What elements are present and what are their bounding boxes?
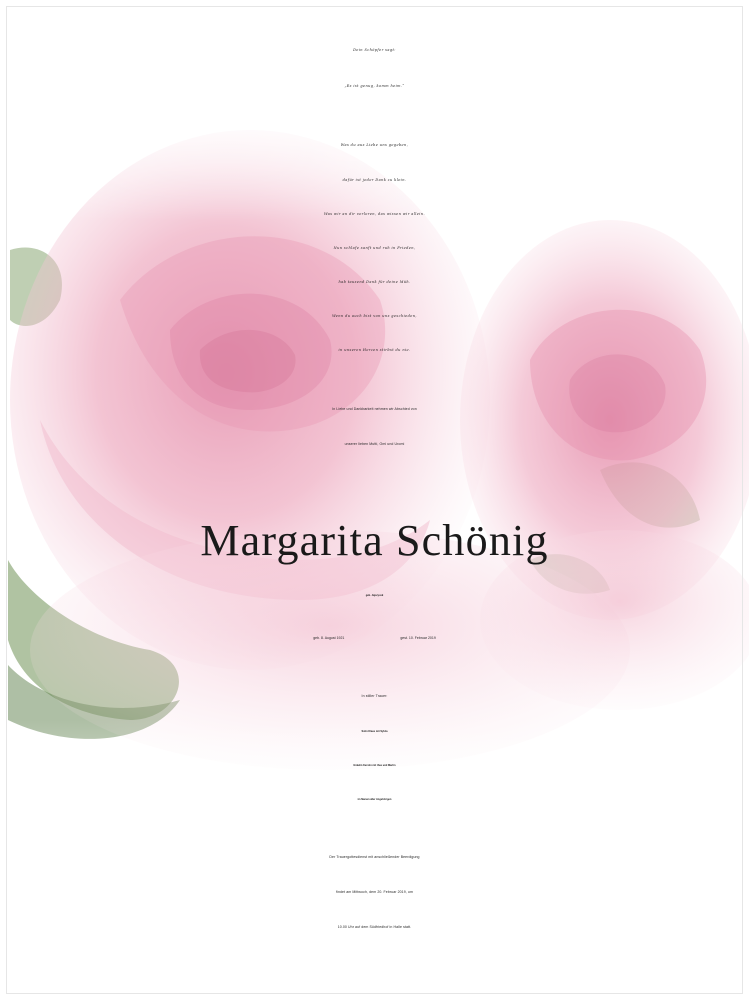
service-line: Der Trauergottesdienst mit anschließender Beerdigung [329,855,420,859]
mourners-heading: In stiller Trauer: [361,694,388,698]
deceased-name: Margarita Schönig [200,516,549,565]
poem-line: Was du aus Liebe uns gegeben, [340,143,409,147]
mourner-name: im Namen aller Angehörigen [357,798,392,801]
motto-line-1: Dein Schöpfer sagt: [353,48,396,52]
poem-line: hab tausend Dank für deine Müh. [338,280,411,284]
poem-line: in unseren Herzen stirbst du nie. [338,348,411,352]
death-date: gest. 10. Februar 2019 [400,636,436,640]
intro-line: unserer lieben Mutti, Omi und Uromi [344,442,405,446]
poem-line: Wenn du auch bist von uns geschieden, [332,314,417,318]
service-line: 10.00 Uhr auf dem Südfriedhof in Halle statt. [337,925,412,929]
intro-line: In Liebe und Dankbarkeit nehmen wir Abschied von [332,407,417,411]
mourner-name: Sohn Klaus mit Sylvia [361,730,388,733]
mourner-name: Enkelin Kerstin mit Uwe und Martin [353,764,396,767]
motto-line-2: „Es ist genug, komm heim.“ [344,84,405,88]
life-dates [0,636,749,640]
poem-line: Nun schlafe sanft und ruh in Frieden, [333,246,416,250]
birth-date: geb. 8. August 1921 [313,636,345,640]
maiden-name: geb. Jajszycek [365,594,384,597]
poem-line: dafür ist jeder Dank zu klein. [342,178,407,182]
poem-line: Was wir an dir verloren, das wissen wir allein. [324,212,425,216]
service-line: findet am Mittwoch, dem 20. Februar 2019, um [336,890,413,894]
